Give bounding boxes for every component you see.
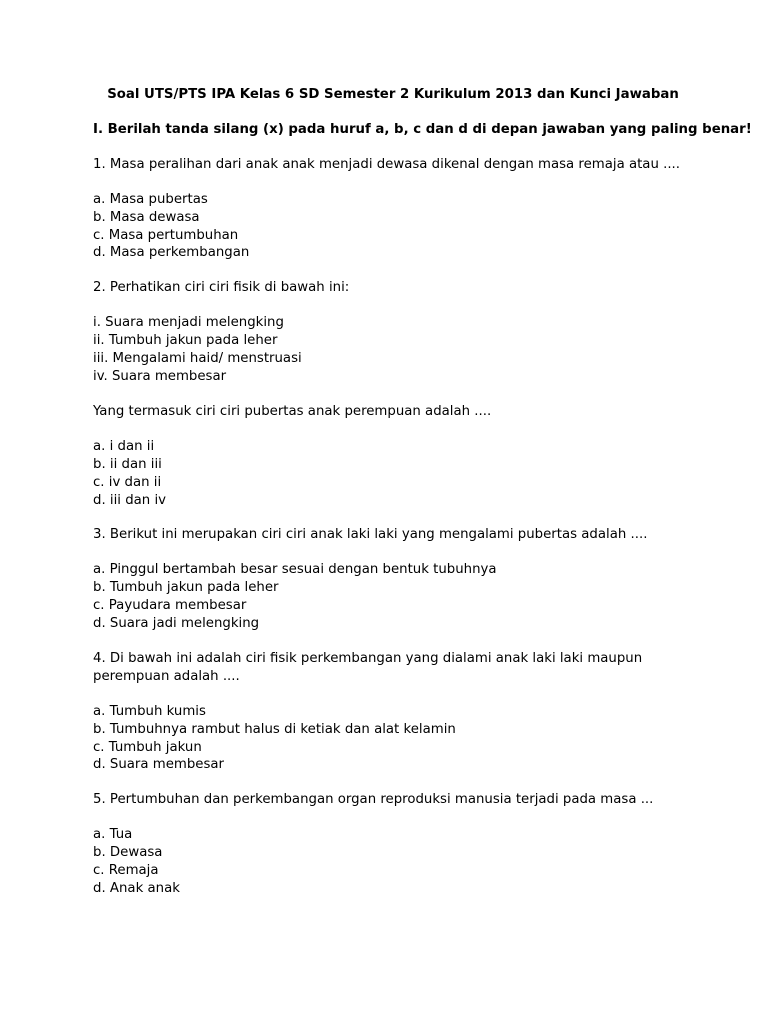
question-text-line: 4. Di bawah ini adalah ciri fisik perkembangan yang dialami anak laki laki maupun — [93, 650, 643, 666]
question-1 — [93, 156, 693, 263]
question-text — [93, 650, 693, 686]
question-text: 3. Berikut ini merupakan ciri ciri anak laki laki yang mengalami pubertas adalah .... — [93, 527, 648, 543]
option-list — [93, 438, 693, 510]
option-item: d. Anak anak — [93, 881, 180, 896]
instruction-text: I. Berilah tanda silang (x) pada huruf a, b, c dan d di depan jawaban yang paling benar! — [93, 121, 752, 137]
option-item: a. Masa pubertas — [93, 191, 208, 207]
question-2 — [93, 279, 693, 509]
document-page — [93, 86, 752, 915]
option-item: b. Dewasa — [93, 845, 163, 861]
statement-list — [93, 314, 693, 386]
option-item: d. iii dan iv — [93, 492, 167, 508]
option-item: b. Tumbuhnya rambut halus di ketiak dan alat kelamin — [93, 721, 456, 737]
question-5 — [93, 791, 693, 898]
question-text: 1. Masa peralihan dari anak anak menjadi dewasa dikenal dengan masa remaja atau .... — [93, 156, 681, 172]
statement-item: iii. Mengalami haid/ menstruasi — [93, 351, 302, 367]
question-text-line: perempuan adalah .... — [93, 668, 240, 684]
statement-item: iv. Suara membesar — [93, 368, 227, 384]
option-item: a. Tua — [93, 827, 133, 843]
document-title: Soal UTS/PTS IPA Kelas 6 SD Semester 2 Kurikulum 2013 dan Kunci Jawaban — [107, 87, 679, 102]
option-item: b. ii dan iii — [93, 456, 162, 472]
option-item: b. Masa dewasa — [93, 209, 200, 225]
question-stem: Yang termasuk ciri ciri pubertas anak perempuan adalah .... — [93, 403, 492, 419]
option-item: a. i dan ii — [93, 438, 155, 454]
option-item: c. Tumbuh jakun — [93, 739, 202, 755]
option-item: d. Suara jadi melengking — [93, 616, 260, 632]
option-list — [93, 191, 693, 263]
question-text: 2. Perhatikan ciri ciri fisik di bawah ini: — [93, 280, 350, 296]
option-list — [93, 561, 693, 633]
option-item: d. Suara membesar — [93, 757, 225, 773]
statement-item: i. Suara menjadi melengking — [93, 315, 284, 331]
option-item: c. Payudara membesar — [93, 598, 247, 614]
question-3 — [93, 526, 693, 633]
option-item: c. Remaja — [93, 863, 159, 879]
option-item: a. Pinggul bertambah besar sesuai dengan bentuk tubuhnya — [93, 562, 497, 578]
question-text: 5. Pertumbuhan dan perkembangan organ reproduksi manusia terjadi pada masa ... — [93, 792, 654, 808]
question-4 — [93, 650, 693, 774]
statement-item: ii. Tumbuh jakun pada leher — [93, 333, 278, 349]
option-item: c. iv dan ii — [93, 474, 162, 490]
option-list — [93, 826, 693, 898]
option-list — [93, 703, 693, 775]
option-item: a. Tumbuh kumis — [93, 703, 206, 719]
option-item: b. Tumbuh jakun pada leher — [93, 580, 279, 596]
option-item: d. Masa perkembangan — [93, 245, 250, 261]
option-item: c. Masa pertumbuhan — [93, 227, 239, 243]
